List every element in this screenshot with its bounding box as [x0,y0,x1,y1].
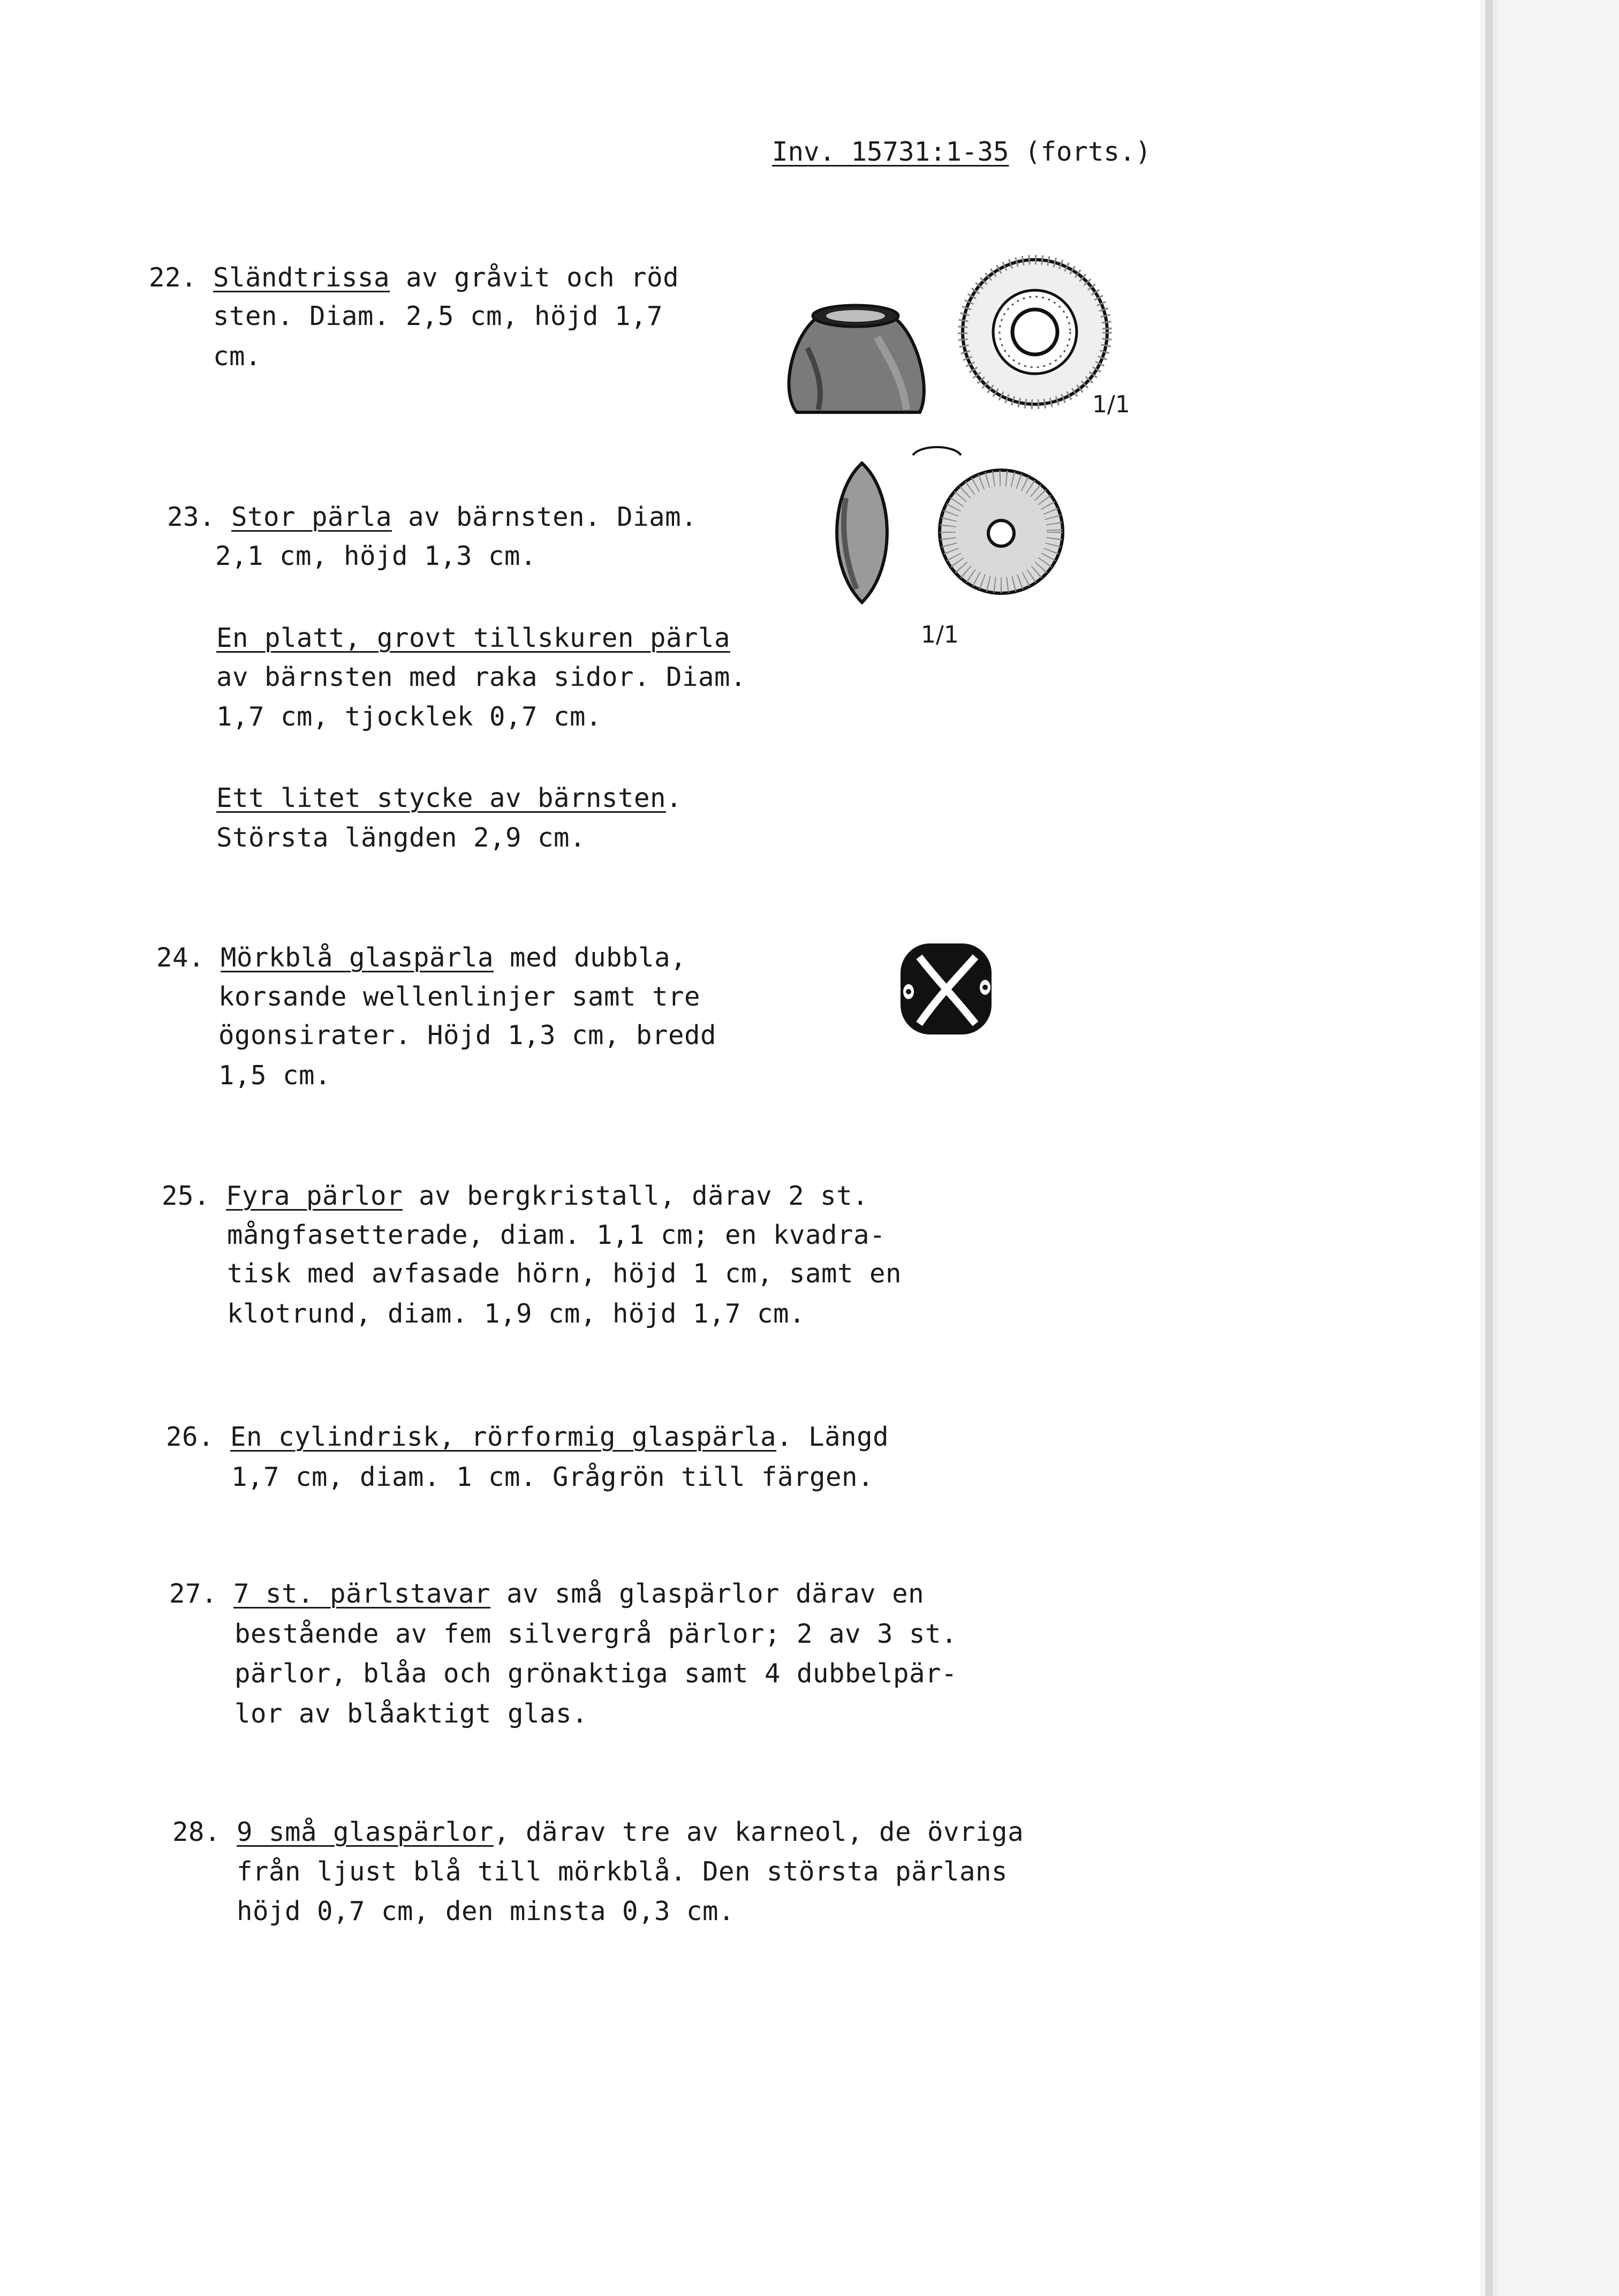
entry-27-line-3: pärlor, blåa och grönaktiga samt 4 dubbelpär- [234,1658,958,1689]
entry-27-line-4: lor av blåaktigt glas. [234,1698,588,1729]
entry-28-line-2: från ljust blå till mörkblå. Den största pärlans [237,1856,1008,1887]
bracket-mark [910,439,964,460]
dark-blue-bead-drawing [895,938,997,1040]
entry-23-line-1: 23. Stor pärla av bärnsten. Diam. [167,502,698,532]
entry-27-line-1: 27. 7 st. pärlstavar av små glaspärlor därav en [169,1578,925,1609]
entry-23-line-2: 2,1 cm, höjd 1,3 cm. [215,541,537,571]
entry-23b-line-2: av bärnsten med raka sidor. Diam. [216,662,747,692]
entry-24-line-3: ögonsirater. Höjd 1,3 cm, bredd [218,1020,717,1051]
entry-22-line-2: sten. Diam. 2,5 cm, höjd 1,7 [213,301,663,331]
entry-24-line-1: 24. Mörkblå glaspärla med dubbla, [156,942,687,973]
entry-23c-line-2: Största längden 2,9 cm. [216,822,586,853]
entry-25-line-2: mångfasetterade, diam. 1,1 cm; en kvadra- [227,1220,886,1250]
page-edge-shadow [1276,0,1619,2296]
entry-28-line-1: 28. 9 små glaspärlor, därav tre av karneol, de övriga [172,1817,1024,1847]
entry-25-line-1: 25. Fyra pärlor av bergkristall, därav 2 st. [162,1181,869,1211]
entry-25-line-3: tisk med avfasade hörn, höjd 1 cm, samt en [227,1258,902,1289]
spindle-whorl-side-drawing [775,284,936,418]
scale-22: 1/1 [1092,391,1130,418]
entry-27-line-2: bestående av fem silvergrå pärlor; 2 av 3 st. [234,1619,958,1649]
inventory-number: Inv. 15731:1-35 [772,137,1009,167]
scale-23: 1/1 [921,621,959,648]
entry-28-line-3: höjd 0,7 cm, den minsta 0,3 cm. [237,1896,735,1927]
entry-23c-line-1: Ett litet stycke av bärnsten. [216,783,683,813]
spindle-whorl-top-drawing [957,252,1118,412]
amber-bead-side-drawing [824,460,899,605]
amber-bead-top-drawing [934,465,1068,599]
entry-22-line-1: 22. Sländtrissa av gråvit och röd [149,262,679,293]
entry-23b-line-3: 1,7 cm, tjocklek 0,7 cm. [216,701,602,732]
entry-25-line-4: klotrund, diam. 1,9 cm, höjd 1,7 cm. [227,1298,806,1329]
entry-23b-line-1: En platt, grovt tillskuren pärla [216,623,731,653]
entry-24-line-4: 1,5 cm. [218,1060,331,1091]
inventory-header [772,137,1151,167]
entry-24-line-2: korsande wellenlinjer samt tre [218,981,701,1012]
entry-26-line-1: 26. En cylindrisk, rörformig glaspärla. Längd [166,1422,889,1452]
entry-26-line-2: 1,7 cm, diam. 1 cm. Grågrön till färgen. [231,1462,874,1492]
continued-label: (forts.) [1025,137,1152,167]
entry-22-line-3: cm. [213,341,262,372]
